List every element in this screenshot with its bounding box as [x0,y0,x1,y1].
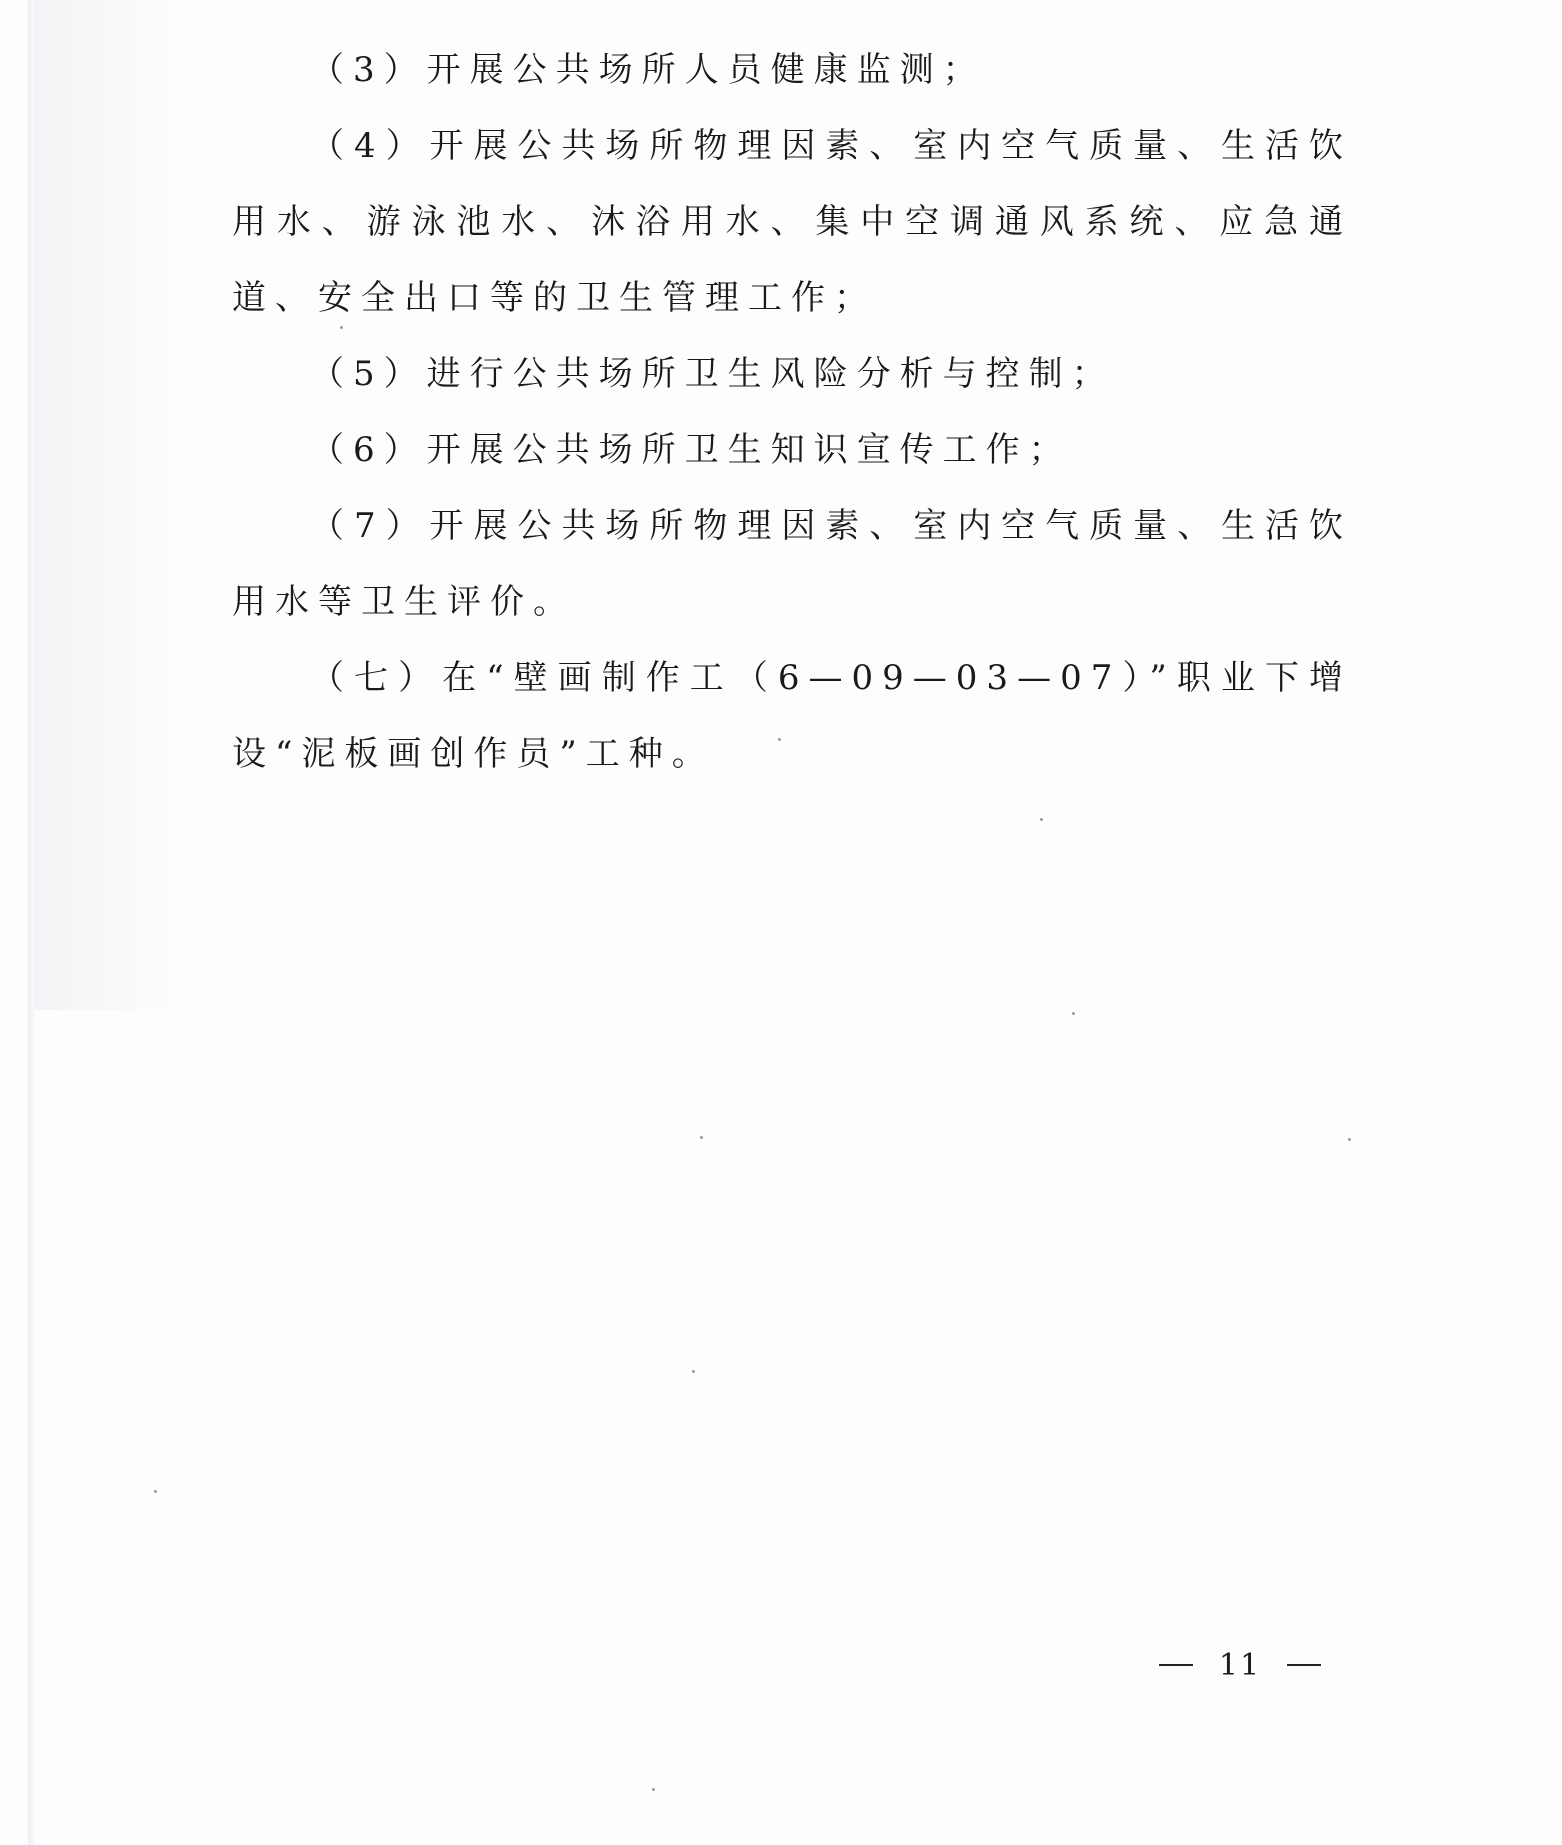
paragraph-item-5: （5）进行公共场所卫生风险分析与控制； [310,354,1115,394]
page-number-dash-left [1159,1664,1193,1666]
paragraph-item-3: （3）开展公共场所人员健康监测； [310,50,986,90]
scan-speck [700,1136,703,1139]
scan-speck [652,1788,655,1791]
scan-speck [1072,1012,1075,1015]
page-number [1150,1640,1330,1690]
paragraph-item-4: （4）开展公共场所物理因素、室内空气质量、生活饮用水、游泳池水、沐浴用水、集中空调通风系统、应急通道、安全出口等的卫生管理工作； [232,126,1352,318]
scan-speck [1348,1138,1351,1141]
page-number-dash-right [1287,1664,1321,1666]
scan-speck [778,738,781,741]
scan-speck [340,326,343,329]
scan-speck [1040,818,1043,821]
scan-shadow [34,0,174,1010]
paragraph-section-7: （七）在“壁画制作工（6—09—03—07）”职业下增设“泥板画创作员”工种。 [232,658,1352,774]
scan-speck [692,1370,695,1373]
paragraph-item-7: （7）开展公共场所物理因素、室内空气质量、生活饮用水等卫生评价。 [232,506,1352,622]
body-text [232,32,1352,792]
scan-speck [154,1490,157,1493]
paragraph-item-6: （6）开展公共场所卫生知识宣传工作； [310,430,1072,470]
page-number-value: 11 [1218,1647,1262,1683]
